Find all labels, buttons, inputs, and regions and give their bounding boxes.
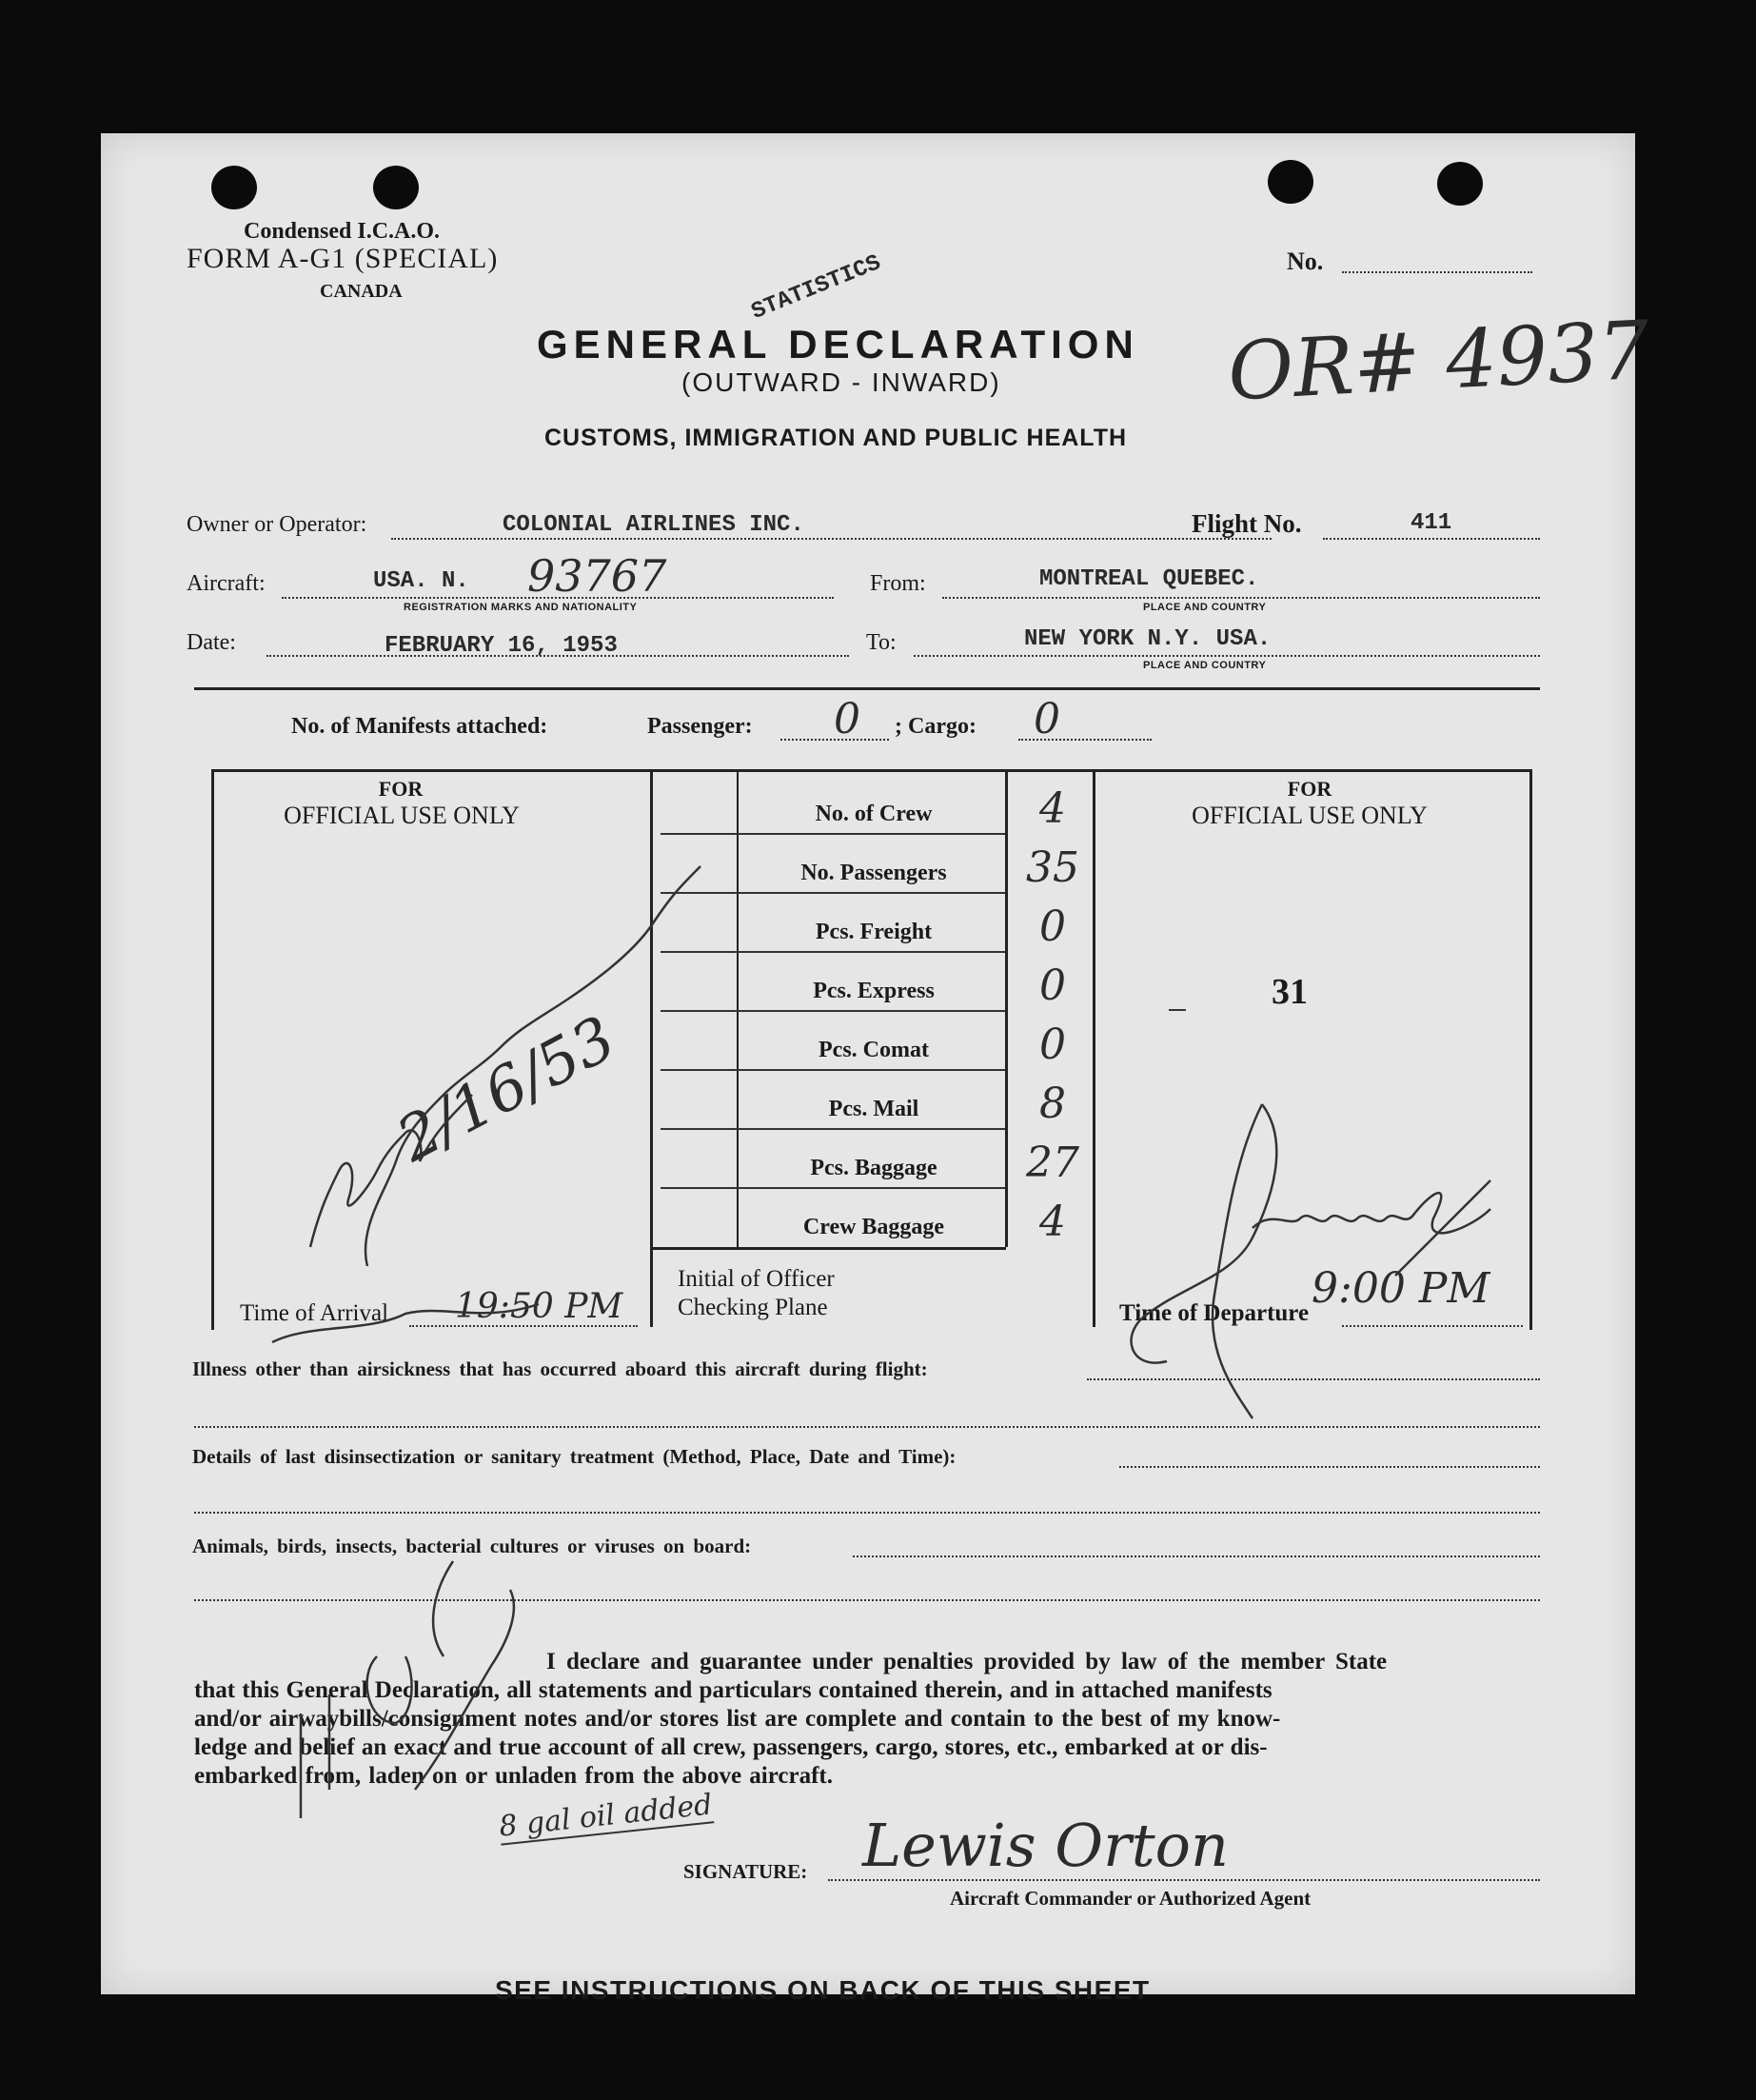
signature-value: Lewis Orton [862, 1811, 1229, 1880]
section-divider [194, 687, 1540, 690]
cargo-manifest-value: 0 [1034, 695, 1060, 743]
handwritten-reference-number: OR# 4937 [1225, 303, 1652, 419]
punch-hole [1437, 162, 1483, 206]
declaration-line-4: ledge and belief an exact and true account of all crew, passengers, cargo, stores, etc., embarked at or dis- [194, 1734, 1268, 1760]
declaration-line-1: I declare and guarantee under penalties provided by law of the member State [546, 1649, 1388, 1674]
handwritten-date-note: 2/16/53 [386, 1003, 627, 1177]
right-official-use-label: OFFICIAL USE ONLY [1192, 802, 1428, 829]
left-for-label: FOR [378, 777, 424, 801]
left-official-use-label: OFFICIAL USE ONLY [284, 802, 520, 829]
row-value-passengers: 35 [1026, 843, 1079, 892]
row-label-express: Pcs. Express [813, 979, 935, 1003]
owner-operator-value: COLONIAL AIRLINES INC. [503, 512, 804, 538]
date-value: FEBRUARY 16, 1953 [385, 633, 618, 659]
statistics-stamp: STATISTICS [747, 250, 885, 326]
cargo-manifest-label: ; Cargo: [895, 714, 977, 739]
officer-signature-scribble [1110, 1085, 1509, 1428]
declaration-form-sheet [101, 133, 1652, 2005]
time-of-departure-label: Time of Departure [1119, 1300, 1310, 1326]
margin-handwriting-scribble [225, 1504, 529, 1828]
disinsectization-label: Details of last disinsectization or sanitary treatment (Method, Place, Date and Time): [192, 1445, 957, 1468]
row-label-passengers: No. Passengers [800, 861, 947, 885]
date-label: Date: [187, 630, 236, 655]
punch-hole [1268, 160, 1313, 204]
passenger-manifest-value: 0 [834, 695, 860, 743]
row-label-mail: Pcs. Mail [828, 1097, 919, 1121]
row-value-comat: 0 [1039, 1020, 1066, 1069]
from-line [942, 597, 1540, 599]
illness-label: Illness other than airsickness that has occurred aboard this aircraft during flight: [192, 1357, 928, 1380]
row-value-freight: 0 [1039, 902, 1066, 951]
owner-operator-line [391, 538, 1272, 540]
row-value-crew-baggage: 4 [1039, 1198, 1066, 1246]
signature-label: SIGNATURE: [683, 1860, 808, 1883]
time-of-arrival-value: 19:50 PM [455, 1287, 623, 1326]
row-label-baggage: Pcs. Baggage [810, 1156, 937, 1180]
dash-mark [1169, 1009, 1186, 1011]
declaration-line-5: embarked from, laden on or unladen from the above aircraft. [194, 1763, 833, 1789]
row-value-crew: 4 [1039, 784, 1066, 833]
form-number-label: FORM A-G1 (SPECIAL) [187, 243, 499, 274]
aircraft-label: Aircraft: [187, 571, 266, 596]
to-value: NEW YORK N.Y. USA. [1024, 626, 1272, 652]
manifests-label: No. of Manifests attached: [291, 714, 548, 739]
box-divider-values [1005, 769, 1008, 1247]
row-value-mail: 8 [1039, 1080, 1066, 1128]
flight-no-line [1323, 538, 1540, 540]
box-divider-right [1093, 769, 1095, 1327]
passenger-manifest-label: Passenger: [647, 714, 753, 739]
checking-plane-label: Checking Plane [678, 1295, 828, 1320]
flight-no-label: Flight No. [1192, 509, 1302, 538]
row-value-express: 0 [1039, 961, 1066, 1010]
initial-officer-label: Initial of Officer [678, 1266, 835, 1292]
illness-line-2 [194, 1426, 1540, 1428]
from-value: MONTREAL QUEBEC. [1039, 566, 1259, 592]
animals-line-1 [853, 1555, 1540, 1557]
right-for-label: FOR [1287, 777, 1332, 801]
aircraft-registration-caption: REGISTRATION MARKS AND NATIONALITY [404, 602, 638, 613]
form-title: GENERAL DECLARATION [537, 322, 1139, 367]
to-caption: PLACE AND COUNTRY [1143, 660, 1267, 671]
flight-no-value: 411 [1411, 510, 1452, 536]
aircraft-registration-value: 93767 [527, 550, 667, 602]
time-of-arrival-label: Time of Arrival [240, 1300, 389, 1326]
row-label-freight: Pcs. Freight [815, 920, 933, 944]
country-label: CANADA [320, 281, 403, 302]
declaration-line-2: that this General Declaration, all statements and particulars contained therein, and in attached manifests [194, 1677, 1273, 1703]
form-no-label: No. [1287, 248, 1324, 275]
instructions-footer: SEE INSTRUCTIONS ON BACK OF THIS SHEET [495, 1975, 1151, 2005]
form-subheading: CUSTOMS, IMMIGRATION AND PUBLIC HEALTH [544, 425, 1128, 451]
to-line [914, 655, 1540, 657]
row-label-crew: No. of Crew [815, 802, 933, 826]
officer-initials-scribble [253, 828, 758, 1361]
declaration-line-3: and/or airwaybills/consignment notes and/or stores list are complete and contain to the best of my know- [194, 1706, 1281, 1732]
aircraft-nationality-value: USA. N. [373, 568, 469, 594]
official-use-number: 31 [1272, 972, 1308, 1012]
illness-line-1 [1087, 1378, 1540, 1380]
signature-caption: Aircraft Commander or Authorized Agent [950, 1887, 1312, 1910]
owner-operator-label: Owner or Operator: [187, 512, 367, 537]
to-label: To: [866, 630, 897, 655]
disinsectization-line-1 [1119, 1466, 1540, 1468]
from-caption: PLACE AND COUNTRY [1143, 602, 1267, 613]
handwritten-oil-note: 8 gal oil added [497, 1788, 714, 1844]
form-subtitle: (OUTWARD - INWARD) [681, 367, 1001, 397]
form-no-line [1342, 271, 1532, 273]
row-value-baggage: 27 [1026, 1139, 1079, 1187]
row-label-crew-baggage: Crew Baggage [802, 1215, 945, 1239]
punch-hole [211, 166, 257, 209]
row-label-comat: Pcs. Comat [819, 1038, 929, 1062]
punch-hole [373, 166, 419, 209]
condensed-icao-label: Condensed I.C.A.O. [244, 219, 441, 244]
from-label: From: [870, 571, 926, 596]
time-of-departure-value: 9:00 PM [1312, 1264, 1490, 1313]
animals-label: Animals, birds, insects, bacterial cultures or viruses on board: [192, 1535, 752, 1557]
